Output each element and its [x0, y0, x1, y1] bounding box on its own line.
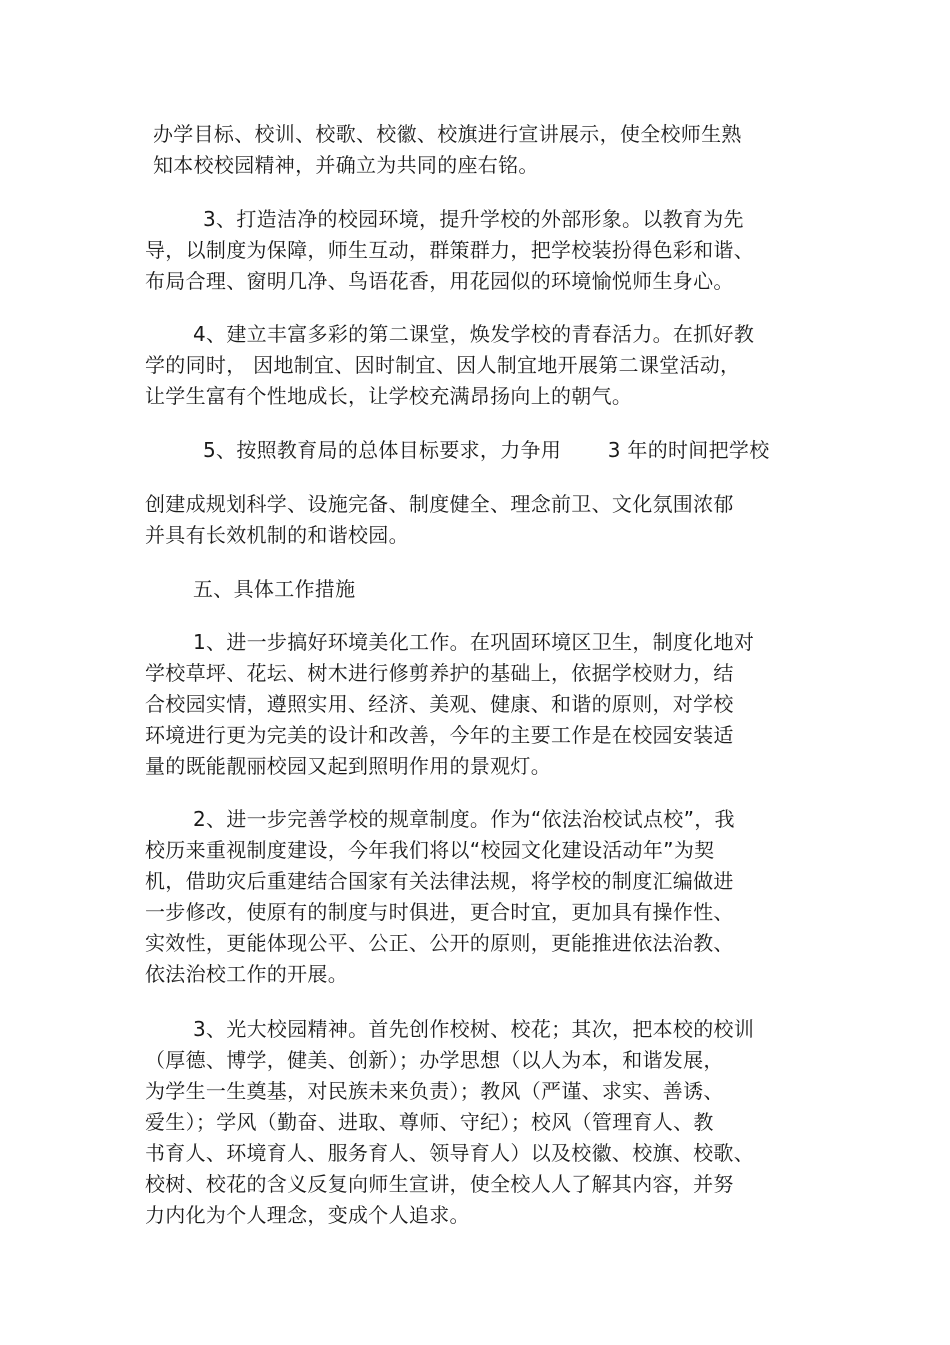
text-line: 布局合理、窗明几净、鸟语花香，用花园似的环境愉悦师生身心。 [145, 269, 734, 293]
text-line: 4、建立丰富多彩的第二课堂，焕发学校的青春活力。在抓好教 [193, 322, 755, 346]
text-line: 校树、校花的含义反复向师生宣讲，使全校人人了解其内容，并努 [145, 1172, 734, 1196]
text-line: 爱生）；学风（勤奋、进取、尊师、守纪）；校风（管理育人、教 [145, 1110, 714, 1134]
text-line: 让学生富有个性地成长，让学校充满昂扬向上的朝气。 [145, 384, 633, 408]
text-line: 办学目标、校训、校歌、校徽、校旗进行宣讲展示，使全校师生熟 [153, 122, 742, 146]
text-line: 导，以制度为保障，师生互动，群策群力，把学校装扮得色彩和谐、 [145, 238, 754, 262]
text-line: 知本校校园精神，并确立为共同的座右铭。 [153, 153, 539, 177]
section-heading: 五、具体工作措施 [193, 577, 356, 601]
text-line: 学校草坪、花坛、树木进行修剪养护的基础上，依据学校财力，结 [145, 661, 734, 685]
text-line: 校历来重视制度建设，今年我们将以“校园文化建设活动年”为契 [145, 838, 715, 862]
text-line: 依法治校工作的开展。 [145, 962, 348, 986]
text-line: 1、进一步搞好环境美化工作。在巩固环境区卫生，制度化地对 [193, 630, 755, 654]
text-line: 一步修改，使原有的制度与时俱进，更合时宜，更加具有操作性、 [145, 900, 734, 924]
text-line: 实效性，更能体现公平、公正、公开的原则，更能推进依法治教、 [145, 931, 734, 955]
text-line: 3、光大校园精神。首先创作校树、校花；其次，把本校的校训 [193, 1017, 755, 1041]
text-line: 机，借助灾后重建结合国家有关法律法规，将学校的制度汇编做进 [145, 869, 734, 893]
text-line: 3、打造洁净的校园环境，提升学校的外部形象。以教育为先 [203, 207, 744, 231]
text-line: 学的同时， 因地制宜、因时制宜、因人制宜地开展第二课堂活动， [145, 353, 741, 377]
text-line: 合校园实情，遵照实用、经济、美观、健康、和谐的原则，对学校 [145, 692, 734, 716]
text-line: 2、进一步完善学校的规章制度。作为“依法治校试点校”，我 [193, 807, 735, 831]
text-line: 为学生一生奠基，对民族未来负责）；教风（严谨、求实、善诱、 [145, 1079, 724, 1103]
text-line: 5、按照教育局的总体目标要求，力争用 3 年的时间把学校 [203, 438, 770, 462]
text-line: 创建成规划科学、设施完备、制度健全、理念前卫、文化氛围浓郁 [145, 492, 734, 516]
text-line: 并具有长效机制的和谐校园。 [145, 523, 409, 547]
text-line: 书育人、环境育人、服务育人、领导育人）以及校徽、校旗、校歌、 [145, 1141, 754, 1165]
text-line: 力内化为个人理念，变成个人追求。 [145, 1203, 470, 1227]
text-line: 量的既能靓丽校园又起到照明作用的景观灯。 [145, 754, 551, 778]
text-line: （厚德、博学，健美、创新）；办学思想（以人为本，和谐发展， [145, 1048, 724, 1072]
text-line: 环境进行更为完美的设计和改善，今年的主要工作是在校园安装适 [145, 723, 734, 747]
